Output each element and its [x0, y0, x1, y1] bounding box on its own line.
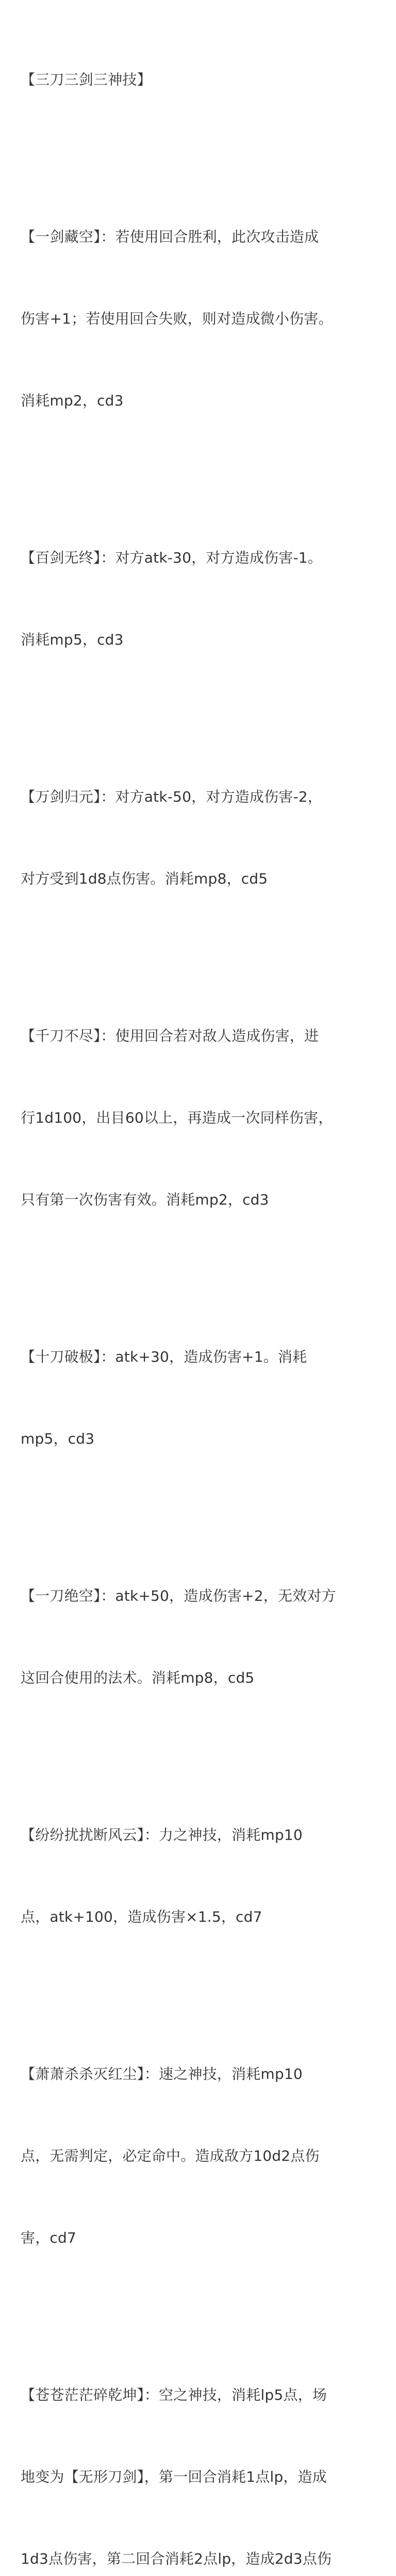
text-line: 点，atk+100，造成伤害×1.5，cd7 [21, 1908, 262, 1925]
text-line: 只有第一次伤害有效。消耗mp2，cd3 [21, 1191, 269, 1208]
text-line: 【一刀绝空】：atk+50，造成伤害+2，无效对方 [21, 1587, 336, 1604]
text-line: 【萧萧杀杀灭红尘】：速之神技，消耗mp10 [21, 2065, 303, 2082]
paragraph [21, 168, 382, 469]
paragraph [21, 1289, 382, 1507]
text-line: 害，cd7 [21, 2229, 76, 2246]
text-line: 【苍苍茫茫碎乾坤】：空之神技，消耗lp5点，场 [21, 2386, 327, 2403]
text-line: 【百剑无终】：对方atk-30，对方造成伤害-1。 [21, 549, 323, 566]
paragraph [21, 968, 382, 1268]
text-line: 这回合使用的法术。消耗mp8，cd5 [21, 1669, 255, 1686]
paragraph [21, 11, 382, 148]
paragraph [21, 728, 382, 947]
text-line: 【万剑归元】：对方atk-50，对方造成伤害-2， [21, 788, 323, 805]
text-line: 行1d100，出目60以上，再造成一次同样伤害， [21, 1109, 333, 1126]
text-line: 【纷纷扰扰断风云】：力之神技，消耗mp10 [21, 1826, 303, 1843]
text-line: 地变为【无形刀剑】，第一回合消耗1点lp，造成 [21, 2468, 327, 2485]
text-line: 1d3点伤害，第二回合消耗2点lp，造成2d3点伤 [21, 2550, 332, 2567]
text-line: 对方受到1d8点伤害。消耗mp8，cd5 [21, 870, 268, 887]
paragraph [21, 2006, 382, 2306]
paragraph [21, 1767, 382, 1985]
text-line: 【一剑藏空】：若使用回合胜利，此次攻击造成 [21, 228, 319, 245]
text-line: 消耗mp5，cd3 [21, 631, 124, 648]
text-line: 【三刀三剑三神技】 [21, 71, 152, 88]
text-line: mp5，cd3 [21, 1430, 95, 1447]
text-line: 【十刀破极】：atk+30，造成伤害+1。消耗 [21, 1348, 307, 1365]
paragraph [21, 2327, 382, 2576]
paragraph [21, 489, 382, 708]
paragraph [21, 1528, 382, 1746]
article-body [21, 11, 382, 2576]
text-line: 【千刀不尽】：使用回合若对敌人造成伤害，进 [21, 1027, 319, 1044]
text-line: 消耗mp2，cd3 [21, 392, 124, 409]
text-line: 伤害+1；若使用回合失败，则对造成微小伤害。 [21, 310, 333, 327]
text-line: 点，无需判定，必定命中。造成敌方10d2点伤 [21, 2147, 320, 2164]
